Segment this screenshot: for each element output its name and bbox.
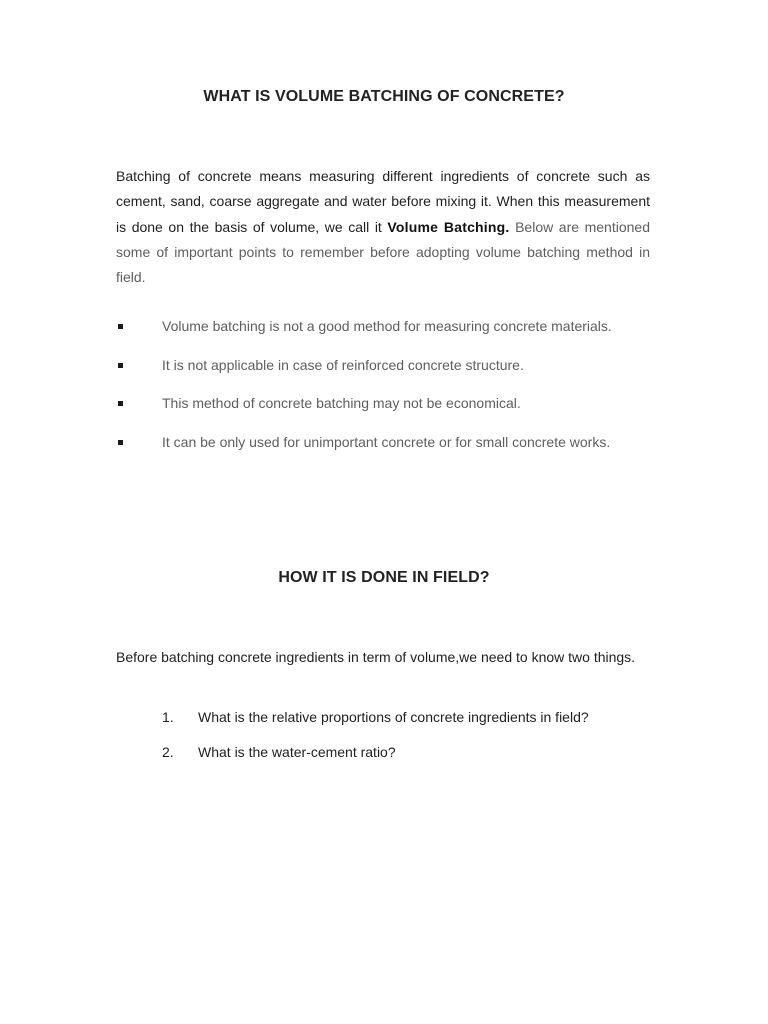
list-item: [116, 353, 650, 379]
points-list: [116, 314, 650, 468]
list-item-number: 2.: [162, 744, 174, 760]
list-item: [116, 391, 650, 417]
list-item: [116, 314, 650, 340]
square-bullet-icon: [118, 401, 123, 406]
list-item: [116, 740, 650, 765]
square-bullet-icon: [118, 324, 123, 329]
intro-grey-text: Below are mentioned some of important points to remember before adopting volume batching method in field.: [116, 218, 650, 286]
list-item: [116, 430, 650, 456]
list-item: [116, 705, 650, 730]
intro-text: Batching of concrete means measuring different ingredients of concrete such as cement, sand, coarse aggregate and water before mixing it. When this measurement is done on the basis of volume, we call it: [116, 168, 650, 235]
list-item-text: What is the relative proportions of concrete ingredients in field?: [198, 709, 589, 725]
square-bullet-icon: [118, 363, 123, 368]
list-item-text: It can be only used for unimportant concrete or for small concrete works.: [162, 433, 611, 450]
intro-bold-term: Volume Batching.: [387, 218, 510, 235]
section-heading: HOW IT IS DONE IN FIELD?: [278, 569, 490, 586]
list-item-number: 1.: [162, 709, 174, 725]
list-item-text: What is the water-cement ratio?: [198, 744, 396, 760]
intro-paragraph: [116, 164, 650, 290]
square-bullet-icon: [118, 440, 123, 445]
questions-list: [116, 705, 650, 775]
list-item-text: This method of concrete batching may not be economical.: [162, 395, 521, 411]
page-title: WHAT IS VOLUME BATCHING OF CONCRETE?: [203, 88, 565, 105]
section-intro-paragraph: Before batching concrete ingredients in term of volume,we need to know two things.: [116, 649, 636, 665]
list-item-text: Volume batching is not a good method for measuring concrete materials.: [162, 318, 612, 334]
list-item-text: It is not applicable in case of reinforced concrete structure.: [162, 356, 524, 373]
